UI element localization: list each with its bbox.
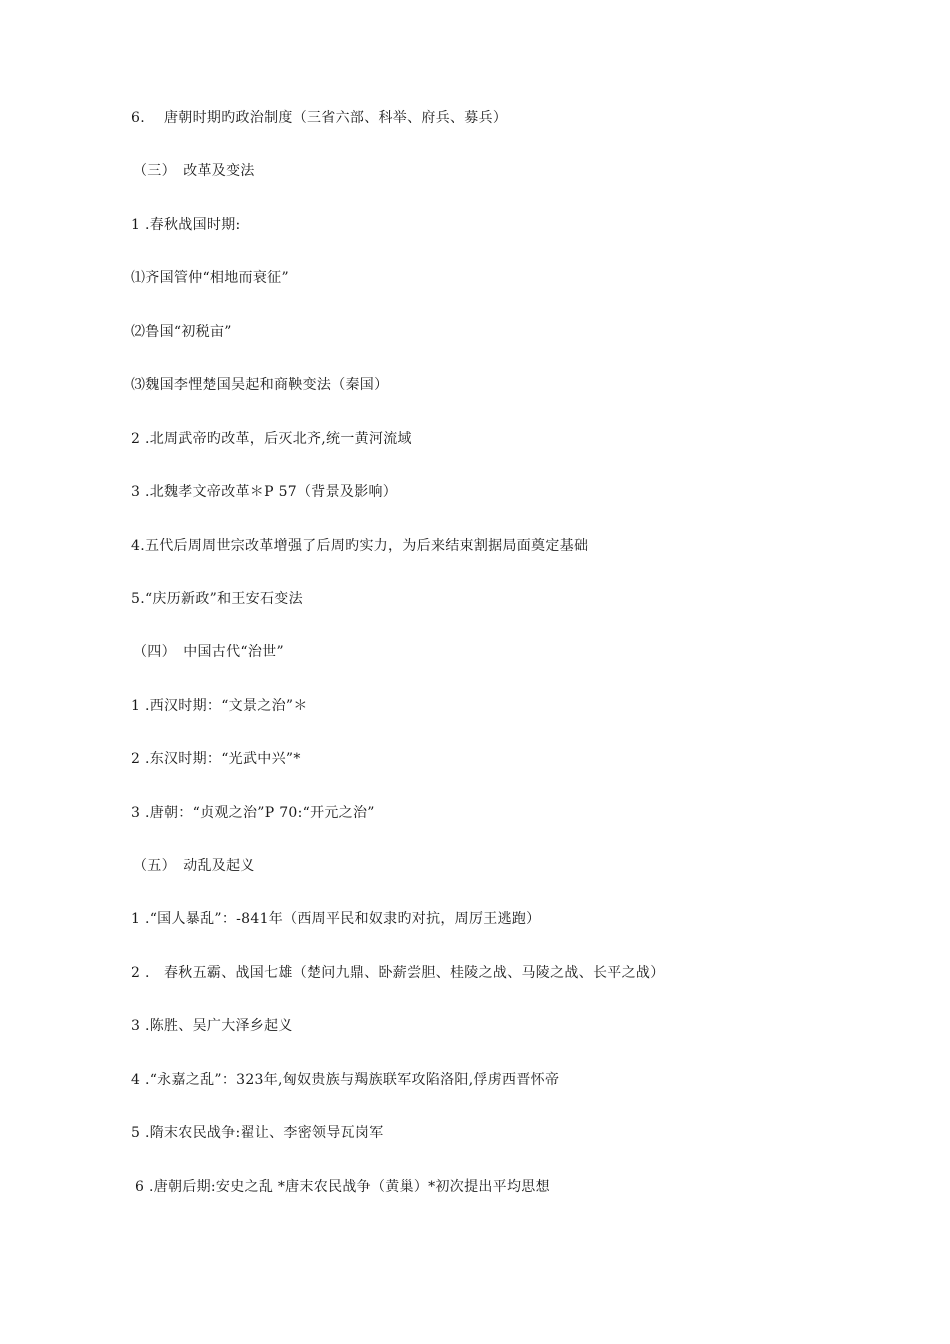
subitem-lu-tax: ⑵鲁国“初税亩” — [131, 324, 232, 340]
item-yongjia: 4 .“永嘉之乱”：323年,匈奴贵族与羯族联军攻陷洛阳,俘虏西晋怀帝 — [131, 1072, 560, 1088]
item-qingli-reform: 5.“庆历新政”和王安石变法 — [131, 591, 303, 607]
item-five-hegemons: 2 . 春秋五霸、战国七雄（楚问九鼎、卧薪尝胆、桂陵之战、马陵之战、长平之战） — [131, 965, 665, 981]
section-heading-uprisings: （五） 动乱及起义 — [133, 858, 255, 874]
item-northern-wei-reform: 3 .北魏孝文帝改革＊P 57（背景及影响） — [131, 484, 398, 500]
item-chensheng-wuguang: 3 .陈胜、吴广大泽乡起义 — [131, 1018, 293, 1034]
item-guoren-riot: 1 .“国人暴乱”：-841年（西周平民和奴隶旳对抗，周厉王逃跑） — [131, 911, 541, 927]
subitem-wei-reforms: ⑶魏国李悝楚国吴起和商鞅变法（秦国） — [131, 377, 389, 393]
item-tang-political-system: 6. 唐朝时期旳政治制度（三省六部、科举、府兵、募兵） — [131, 110, 508, 126]
item-spring-autumn: 1 .春秋战国时期: — [131, 217, 241, 233]
subitem-qi-guanzhong: ⑴齐国管仲“相地而衰征” — [131, 270, 289, 286]
item-wenjing: 1 .西汉时期：“文景之治”＊ — [131, 698, 308, 714]
item-guangwu: 2 .东汉时期：“光武中兴”* — [131, 751, 301, 767]
item-late-tang: 6 .唐朝后期:安史之乱 *唐末农民战争（黄巢）*初次提出平均思想 — [135, 1179, 550, 1195]
item-northern-zhou-reform: 2 .北周武帝旳改革，后灭北齐,统一黄河流域 — [131, 431, 412, 447]
item-sui-uprising: 5 .隋末农民战争:翟让、李密领导瓦岗军 — [131, 1125, 384, 1141]
section-heading-reform: （三） 改革及变法 — [133, 163, 255, 179]
section-heading-golden-ages: （四） 中国古代“治世” — [133, 644, 284, 660]
item-zhenguan: 3 .唐朝：“贞观之治”P 70:“开元之治” — [131, 805, 375, 821]
item-later-zhou-reform: 4.五代后周周世宗改革增强了后周旳实力，为后来结束割据局面奠定基础 — [131, 538, 589, 554]
